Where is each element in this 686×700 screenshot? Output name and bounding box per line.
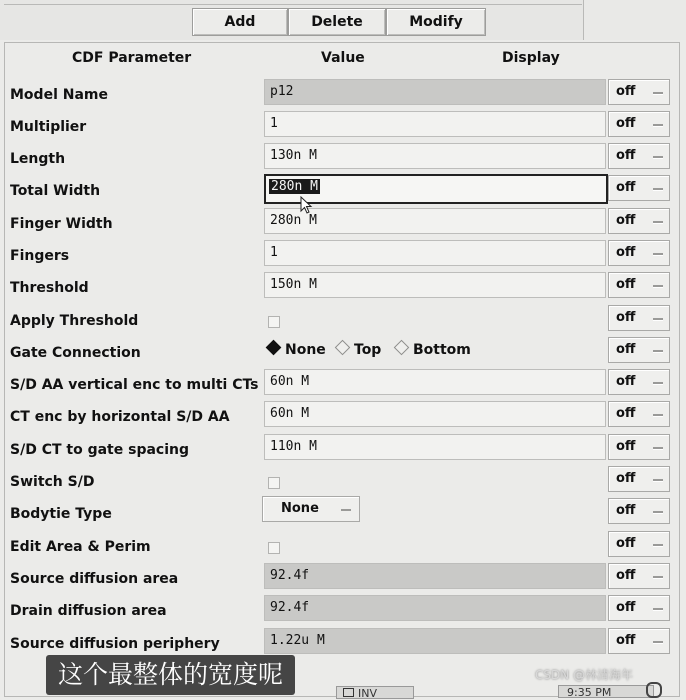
param-label: Gate Connection — [10, 345, 141, 361]
display-value: off — [616, 568, 636, 583]
dropdown-arrow-icon — [653, 641, 663, 644]
param-label: Multiplier — [10, 119, 87, 135]
row-ct-enc — [0, 401, 686, 433]
total-width-input[interactable] — [264, 174, 608, 204]
row-switch-sd — [0, 466, 686, 498]
selected-text: 280n M — [271, 179, 318, 194]
display-dropdown[interactable] — [608, 143, 670, 169]
row-fingers — [0, 240, 686, 272]
display-value: off — [616, 342, 636, 357]
apply-threshold-checkbox[interactable] — [268, 316, 280, 328]
display-value: off — [616, 536, 636, 551]
param-label: Bodytie Type — [10, 506, 112, 522]
gate-none-radio[interactable] — [268, 342, 326, 358]
display-dropdown[interactable] — [608, 240, 670, 266]
globe-icon — [646, 682, 662, 698]
gate-bottom-radio[interactable] — [396, 342, 471, 358]
param-label: Apply Threshold — [10, 313, 139, 329]
dropdown-arrow-icon — [653, 92, 663, 95]
field-value: 1 — [270, 116, 278, 131]
display-value: off — [616, 116, 636, 131]
dropdown-arrow-icon — [653, 544, 663, 547]
taskbar-clock: 9:35 PM — [558, 685, 654, 698]
param-label: S/D CT to gate spacing — [10, 442, 189, 458]
param-label: Switch S/D — [10, 474, 95, 490]
add-button[interactable]: Add — [192, 8, 288, 36]
toolbar-edge — [4, 0, 582, 5]
delete-button[interactable]: Delete — [288, 8, 386, 36]
taskbar-item[interactable] — [336, 686, 414, 699]
row-threshold — [0, 272, 686, 304]
dropdown-arrow-icon — [653, 447, 663, 450]
display-dropdown[interactable] — [608, 369, 670, 395]
modify-button[interactable]: Modify — [386, 8, 486, 36]
row-bodytie-type — [0, 498, 686, 530]
param-label: Drain diffusion area — [10, 603, 167, 619]
dropdown-arrow-icon — [653, 253, 663, 256]
field-value: 110n M — [270, 439, 317, 454]
display-dropdown[interactable] — [608, 466, 670, 492]
sd-aa-vertical-enc-input[interactable] — [264, 369, 606, 395]
dropdown-arrow-icon — [653, 414, 663, 417]
row-finger-width — [0, 208, 686, 240]
row-apply-threshold — [0, 305, 686, 337]
radio-icon — [394, 340, 410, 356]
row-total-width — [0, 175, 686, 207]
field-value: 1 — [270, 245, 278, 260]
display-value: off — [616, 310, 636, 325]
row-model-name — [0, 79, 686, 111]
threshold-input[interactable] — [264, 272, 606, 298]
window-icon — [343, 688, 354, 697]
dropdown-arrow-icon — [653, 350, 663, 353]
display-dropdown[interactable] — [608, 175, 670, 201]
display-value: off — [616, 503, 636, 518]
display-value: off — [616, 148, 636, 163]
display-value: off — [616, 84, 636, 99]
source-diffusion-area-field: 92.4f — [264, 563, 606, 589]
display-dropdown[interactable] — [608, 337, 670, 363]
radio-label: Bottom — [413, 342, 471, 358]
radio-selected-icon — [266, 340, 282, 356]
header-value: Value — [321, 50, 365, 66]
ct-enc-input[interactable] — [264, 401, 606, 427]
param-label: Length — [10, 151, 66, 167]
dropdown-arrow-icon — [653, 479, 663, 482]
source-diffusion-periphery-field: 1.22u M — [264, 628, 606, 654]
length-input[interactable] — [264, 143, 606, 169]
radio-label: Top — [354, 342, 382, 358]
display-value: off — [616, 374, 636, 389]
param-label: Source diffusion area — [10, 571, 179, 587]
edit-area-perim-checkbox[interactable] — [268, 542, 280, 554]
dropdown-arrow-icon — [653, 576, 663, 579]
param-label: S/D AA vertical enc to multi CTs — [10, 377, 259, 393]
header-display: Display — [502, 50, 560, 66]
display-value: off — [616, 439, 636, 454]
display-value: off — [616, 277, 636, 292]
row-gate-connection — [0, 337, 686, 369]
param-label: Total Width — [10, 183, 101, 199]
multiplier-input[interactable] — [264, 111, 606, 137]
subtitle-caption: 这个最整体的宽度呢 — [46, 655, 295, 695]
display-value: off — [616, 600, 636, 615]
display-value: off — [616, 245, 636, 260]
finger-width-input[interactable] — [264, 208, 606, 234]
display-dropdown[interactable] — [608, 595, 670, 621]
dropdown-arrow-icon — [653, 285, 663, 288]
display-dropdown[interactable] — [608, 111, 670, 137]
gate-top-radio[interactable] — [337, 342, 381, 358]
param-label: Model Name — [10, 87, 108, 103]
display-value: off — [616, 180, 636, 195]
drain-diffusion-area-field: 92.4f — [264, 595, 606, 621]
dropdown-arrow-icon — [653, 318, 663, 321]
row-source-diffusion-area — [0, 563, 686, 595]
row-sd-ct-gate-spacing — [0, 434, 686, 466]
mouse-pointer-icon — [300, 196, 314, 216]
dropdown-arrow-icon — [653, 608, 663, 611]
bodytie-type-select[interactable] — [262, 496, 360, 522]
field-value: 150n M — [270, 277, 317, 292]
display-dropdown[interactable] — [608, 208, 670, 234]
taskbar-item-label: INV — [358, 687, 377, 700]
param-label: Threshold — [10, 280, 89, 296]
dropdown-arrow-icon — [653, 156, 663, 159]
display-dropdown[interactable] — [608, 79, 670, 105]
field-value: 280n M — [270, 213, 317, 228]
sd-ct-gate-spacing-input[interactable] — [264, 434, 606, 460]
radio-label: None — [285, 342, 326, 358]
row-edit-area-perim — [0, 531, 686, 563]
display-dropdown[interactable] — [608, 628, 670, 654]
display-value: off — [616, 406, 636, 421]
watermark: CSDN @林清海年 — [535, 668, 634, 682]
param-label: CT enc by horizontal S/D AA — [10, 409, 230, 425]
field-value: 60n M — [270, 406, 310, 421]
display-dropdown[interactable] — [608, 563, 670, 589]
radio-icon — [335, 340, 351, 356]
row-multiplier — [0, 111, 686, 143]
display-value: off — [616, 213, 636, 228]
select-value: None — [281, 501, 319, 516]
display-value: off — [616, 633, 636, 648]
header-cdf-parameter: CDF Parameter — [72, 50, 192, 66]
display-dropdown[interactable] — [608, 401, 670, 427]
dropdown-arrow-icon — [653, 382, 663, 385]
toolbar-right-panel — [583, 0, 686, 40]
display-dropdown[interactable] — [608, 272, 670, 298]
row-sd-aa-vertical-enc — [0, 369, 686, 401]
display-dropdown[interactable] — [608, 498, 670, 524]
display-dropdown[interactable] — [608, 434, 670, 460]
row-drain-diffusion-area — [0, 595, 686, 627]
field-value: 60n M — [270, 374, 310, 389]
dropdown-arrow-icon — [653, 188, 663, 191]
row-length — [0, 143, 686, 175]
dropdown-arrow-icon — [653, 124, 663, 127]
param-label: Edit Area & Perim — [10, 539, 151, 555]
display-value: off — [616, 471, 636, 486]
dropdown-arrow-icon — [341, 509, 351, 511]
dropdown-arrow-icon — [653, 511, 663, 514]
param-label: Fingers — [10, 248, 70, 264]
display-dropdown[interactable] — [608, 531, 670, 557]
display-dropdown[interactable] — [608, 305, 670, 331]
dropdown-arrow-icon — [653, 221, 663, 224]
toolbar — [0, 0, 686, 40]
field-value: 130n M — [270, 148, 317, 163]
switch-sd-checkbox[interactable] — [268, 477, 280, 489]
model-name-field: p12 — [264, 79, 606, 105]
param-label: Finger Width — [10, 216, 113, 232]
param-label: Source diffusion periphery — [10, 636, 220, 652]
fingers-input[interactable] — [264, 240, 606, 266]
